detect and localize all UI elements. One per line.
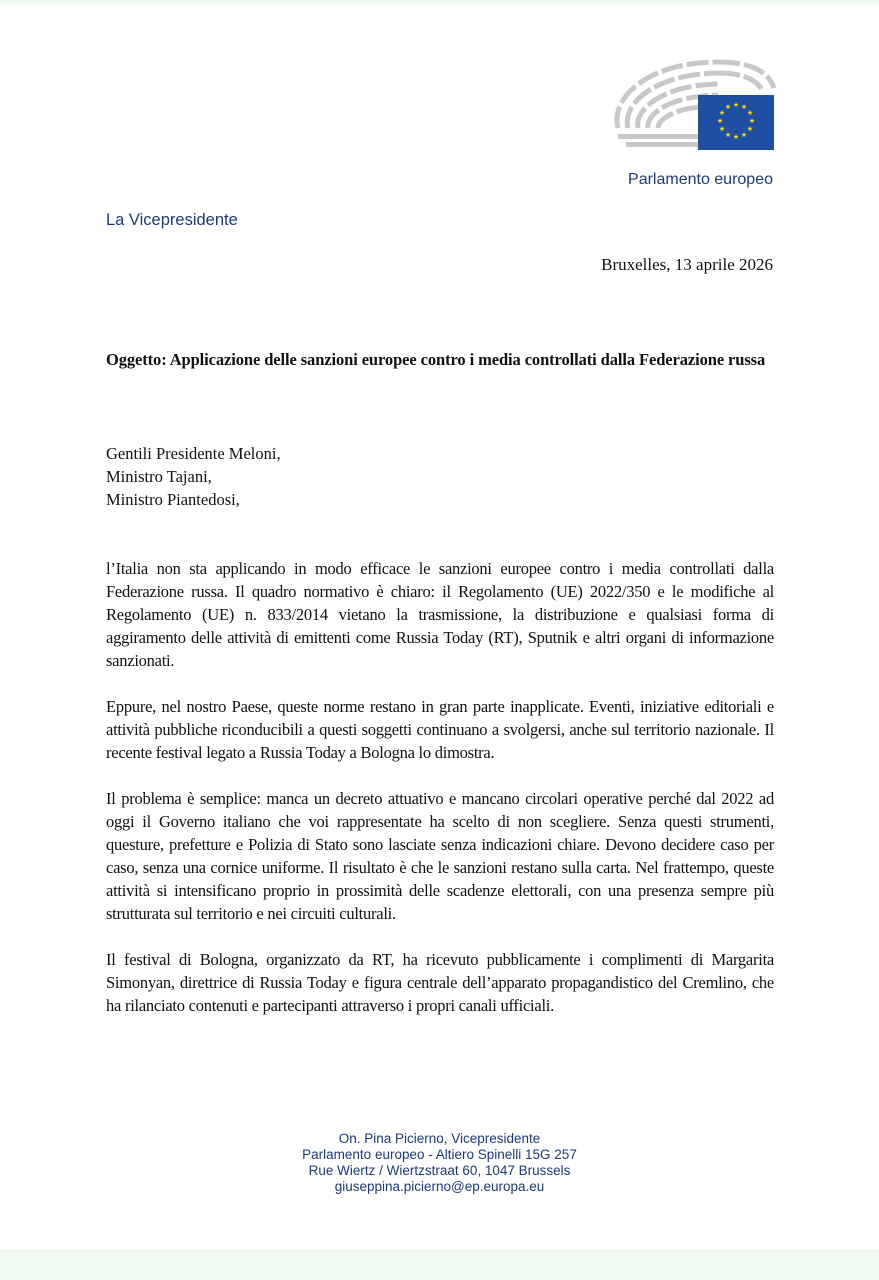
footer-email[interactable]: giuseppina.picierno@ep.europa.eu: [334, 1179, 545, 1194]
svg-text:★: ★: [748, 117, 756, 125]
body-paragraph: l’Italia non sta applicando in modo efficace le sanzioni europee contro i media controllati dalla Federazione russa. Il quadro normativo è chiaro: il Regolamento (UE) 2022/350 e le modifiche al Regolamento (UE) n. 833/2014 vietano la trasmissione, la distribuzione e qualsiasi forma di aggiramento delle attività di emittenti come Russia Today (RT), Sputnik e altri organi di informazione sanzionati.: [106, 559, 774, 670]
institution-name: Parlamento europeo: [628, 171, 773, 188]
bottom-edge-band: [0, 1249, 879, 1280]
svg-text:★: ★: [732, 101, 740, 109]
footer-office: Parlamento europeo - Altiero Spinelli 15G 257: [302, 1147, 577, 1162]
top-edge-band: [0, 0, 879, 8]
svg-text:★: ★: [718, 109, 726, 117]
salutation-line: Gentili Presidente Meloni,: [106, 444, 281, 463]
svg-text:★: ★: [746, 109, 754, 117]
svg-text:★: ★: [724, 103, 732, 111]
svg-text:★: ★: [716, 117, 724, 125]
letterhead-footer: [0, 1131, 879, 1195]
salutation-line: Ministro Piantedosi,: [106, 490, 240, 509]
svg-text:★: ★: [718, 125, 726, 133]
svg-text:★: ★: [746, 125, 754, 133]
european-parliament-logo-icon: [608, 58, 776, 150]
svg-text:★: ★: [732, 133, 740, 141]
salutation: [106, 442, 281, 511]
letter-body: [106, 557, 774, 1040]
body-paragraph: Il problema è semplice: manca un decreto attuativo e mancano circolari operative perché dal 2022 ad oggi il Governo italiano che voi rappresentate ha scelto di non scegliere. Senza questi strumenti, questure, prefetture e Polizia di Stato sono lasciate senza indicazioni chiare. Devono decidere caso per caso, senza una cornice uniforme. Il risultato è che le sanzioni restano sulla carta. Nel frattempo, queste attività si intensificano proprio in prossimità delle scadenze elettorali, con una presenza sempre più strutturata sul territorio e nei circuiti culturali.: [106, 789, 774, 923]
footer-address: Rue Wiertz / Wiertzstraat 60, 1047 Brussels: [308, 1163, 571, 1178]
hemicycle-icon: [608, 58, 776, 150]
body-paragraph: Il festival di Bologna, organizzato da RT, ha ricevuto pubblicamente i complimenti di Margarita Simonyan, direttrice di Russia Today e figura centrale dell’apparato propagandistico del Cremlino, che ha rilanciato contenuti e partecipanti attraverso i propri canali ufficiali.: [106, 950, 774, 1015]
office-label: La Vicepresidente: [106, 211, 238, 229]
footer-signatory: On. Pina Picierno, Vicepresidente: [338, 1131, 541, 1146]
svg-text:★: ★: [724, 131, 732, 139]
salutation-line: Ministro Tajani,: [106, 467, 212, 486]
letter-date: Bruxelles, 13 aprile 2026: [601, 255, 773, 274]
letter-subject: Oggetto: Applicazione delle sanzioni europee contro i media controllati dalla Federazione russa: [106, 350, 766, 369]
svg-text:★: ★: [740, 103, 748, 111]
body-paragraph: Eppure, nel nostro Paese, queste norme restano in gran parte inapplicate. Eventi, iniziative editoriali e attività pubbliche riconducibili a questi soggetti continuano a svolgersi, anche sul territorio nazionale. Il recente festival legato a Russia Today a Bologna lo dimostra.: [106, 697, 774, 762]
svg-text:★: ★: [740, 131, 748, 139]
